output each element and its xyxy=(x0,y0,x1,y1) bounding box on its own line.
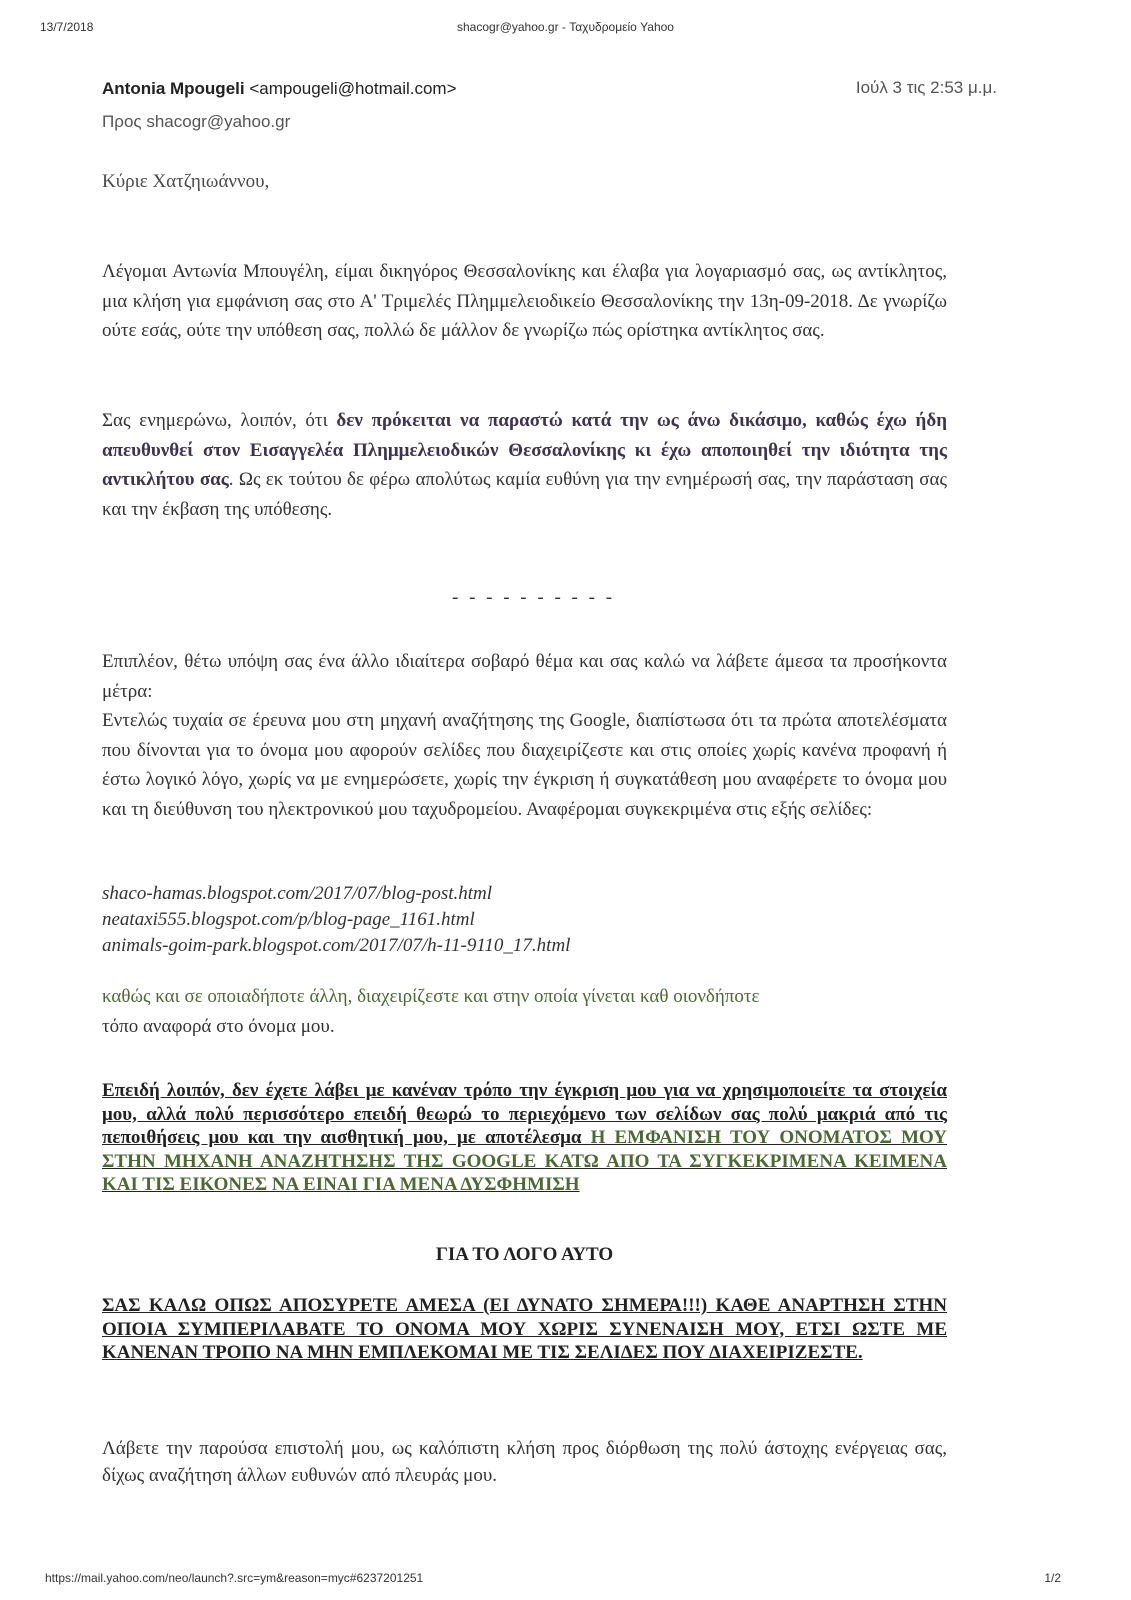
print-url: https://mail.yahoo.com/neo/launch?.src=ym&reason=myc#6237201251 xyxy=(45,1571,424,1585)
blog-link: neataxi555.blogspot.com/p/blog-page_1161.html xyxy=(102,909,475,930)
salutation: Κύριε Χατζηιωάννου, xyxy=(102,171,270,192)
demand-paragraph: ΣΑΣ ΚΑΛΩ ΟΠΩΣ ΑΠΟΣΥΡΕΤΕ ΑΜΕΣΑ (ΕΙ ΔΥΝΑΤΟ ΣΗΜΕΡΑ!!!) ΚΑΘΕ ΑΝΑΡΤΗΣΗ ΣΤΗΝ ΟΠΟΙΑ ΣΥΜΠΕΡΙΛΑΒΑΤΕ ΤΟ ΟΝΟΜΑ ΜΟΥ ΧΩΡΙΣ ΣΥΝΕΝΑΙΣΗ ΜΟΥ, ΕΤΣΙ ΩΣΤΕ ΜΕ ΚΑΝΕΝΑΝ ΤΡΟΠΟ ΝΑ ΜΗΝ ΕΜΠΛΕΚΟΜΑΙ ΜΕ ΤΙΣ ΣΕΛΙΔΕΣ ΠΟΥ ΔΙΑΧΕΙΡΙΖΕΣΤΕ. xyxy=(102,1295,947,1363)
warning-paragraph xyxy=(102,1079,947,1197)
email-date: Ιούλ 3 τις 2:53 μ.μ. xyxy=(855,78,997,97)
email-sender xyxy=(102,79,457,99)
to-address[interactable]: shacogr@yahoo.gr xyxy=(146,112,291,131)
other-pages-line-1: καθώς και σε οποιαδήποτε άλλη, διαχειρίζεστε και στην οποία γίνεται καθ οιονδήποτε xyxy=(102,986,760,1007)
sender-email[interactable]: <ampougeli@hotmail.com> xyxy=(249,79,457,98)
email-recipient xyxy=(102,112,290,132)
paragraph-other-pages xyxy=(102,982,947,1041)
notice-tail: . Ως εκ τούτου δε φέρω απολύτως καμία ευθύνη για την ενημέρωσή σας, την παράσταση σας και την έκβαση της υπόθεσης. xyxy=(102,469,947,520)
issue-details: Εντελώς τυχαία σε έρευνα μου στη μηχανή αναζήτησης της Google, διαπίστωσα ότι τα πρώτα αποτελέσματα που δίνονται για το όνομα μου αφορούν σελίδες που διαχειρίζεστε και στις οποίες χωρίς κανένα προφανή ή έστω λογικό λόγο, χωρίς να με ενημερώσετε, χωρίς την έγκριση ή συγκατάθεση μου αναφέρετε το όνομα μου και τη διεύθυνση του ηλεκτρονικού μου ταχυδρομείου. Αναφέρομαι συγκεκριμένα στις εξής σελίδες: xyxy=(102,710,947,820)
blog-links-list xyxy=(102,881,570,959)
blog-link: animals-goim-park.blogspot.com/2017/07/h-11-9110_17.html xyxy=(102,935,571,956)
paragraph-notice xyxy=(102,406,947,524)
print-title: shacogr@yahoo.gr - Ταχυδρομείο Yahoo xyxy=(457,20,674,34)
sender-name[interactable]: Antonia Mpougeli xyxy=(102,79,245,98)
to-label: Προς xyxy=(102,112,142,131)
notice-emphasis: δεν πρόκειται να παραστώ κατά την ως άνω δικάσιμο, καθώς έχω ήδη απευθυνθεί στον Εισαγγελέα Πλημμελειοδικών Θεσσαλονίκης κι έχω αποποιηθεί την ιδιότητα της αντικλήτου σας xyxy=(102,410,948,490)
blog-link: shaco-hamas.blogspot.com/2017/07/blog-post.html xyxy=(102,883,493,904)
warning-reason: Επειδή λοιπόν, δεν έχετε λάβει με κανέναν τρόπο την έγκριση μου για να χρησιμοποιείτε τα στοιχεία μου, αλλά πολύ περισσότερο επειδή θεωρώ το περιεχόμενο των σελίδων σας πολύ μακριά από τις πεποιθήσεις μου και την αισθητική μου, με αποτέλεσμα xyxy=(102,1080,947,1148)
issue-intro: Επιπλέον, θέτω υπόψη σας ένα άλλο ιδιαίτερα σοβαρό θέμα και σας καλώ να λάβετε άμεσα τα προσήκοντα μέτρα: xyxy=(102,651,947,702)
print-date: 13/7/2018 xyxy=(40,20,94,34)
paragraph-issue xyxy=(102,647,947,824)
section-divider: - - - - - - - - - - xyxy=(452,587,616,608)
other-pages-line-2: τόπο αναφορά στο όνομα μου. xyxy=(102,1015,335,1037)
paragraph-introduction: Λέγομαι Αντωνία Μπουγέλη, είμαι δικηγόρος Θεσσαλονίκης και έλαβα για λογαριασμό σας, ως αντίκλητος, μια κλήση για εμφάνιση σας στο Α' Τριμελές Πλημμελειοδικείο Θεσσαλονίκης την 13η-09-2018. Δε γνωρίζω ούτε εσάς, ούτε την υπόθεση σας, πολλώ δε μάλλον δε γνωρίζω πώς ορίστηκα αντίκλητος σας. xyxy=(102,261,947,341)
warning-consequence: Η ΕΜΦΑΝΙΣΗ ΤΟΥ ΟΝΟΜΑΤΟΣ ΜΟΥ ΣΤΗΝ ΜΗΧΑΝΗ ΑΝΑΖΗΤΗΣΗΣ ΤΗΣ GOOGLE ΚΑΤΩ ΑΠΟ ΤΑ ΣΥΓΚΕΚΡΙΜΕΝΑ ΚΕΙΜΕΝΑ ΚΑΙ ΤΙΣ ΕΙΚΟΝΕΣ ΝΑ ΕΙΝΑΙ ΓΙΑ ΜΕΝΑ ΔΥΣΦΗΜΙΣΗ xyxy=(102,1127,948,1195)
notice-lead: Σας ενημερώνω, λοιπόν, ότι xyxy=(102,410,337,431)
demand-heading: ΓΙΑ ΤΟ ΛΟΓΟ ΑΥΤΟ xyxy=(435,1244,614,1265)
closing-paragraph: Λάβετε την παρούσα επιστολή μου, ως καλόπιστη κλήση προς διόρθωση της πολύ άστοχης ενέργειας σας, δίχως αναζήτηση άλλων ευθυνών από πλευράς μου. xyxy=(102,1438,947,1486)
page-number: 1/2 xyxy=(1044,1571,1061,1585)
